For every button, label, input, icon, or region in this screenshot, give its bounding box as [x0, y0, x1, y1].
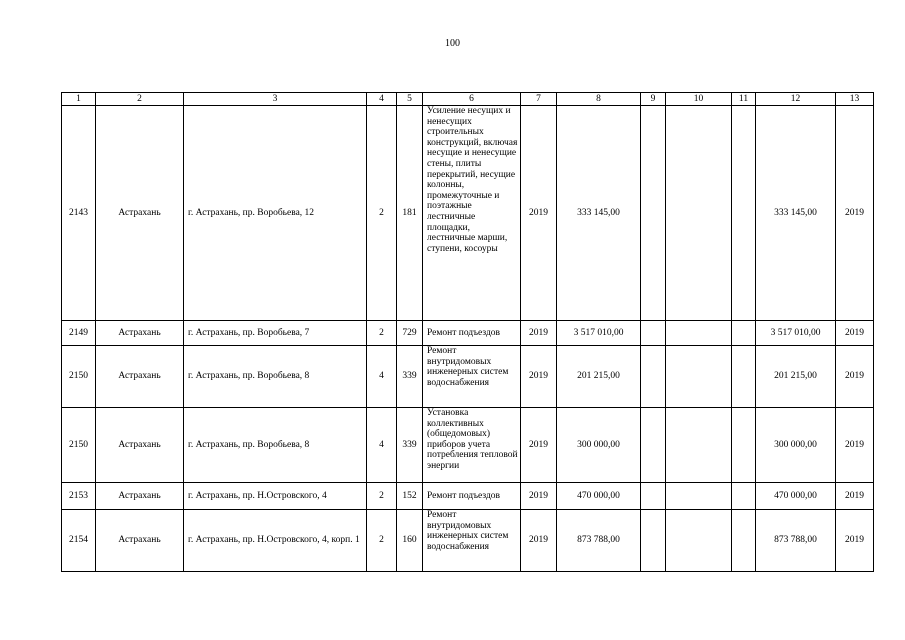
- col9-cell: [641, 408, 666, 483]
- year-end-cell: 2019: [836, 106, 874, 321]
- col9-cell: [641, 321, 666, 346]
- column-number-row: [62, 93, 874, 106]
- col5-cell: 152: [397, 483, 423, 510]
- col4-cell: 4: [367, 408, 397, 483]
- col4-cell: 2: [367, 510, 397, 572]
- row-id-cell: 2143: [62, 106, 96, 321]
- col4-cell: 4: [367, 346, 397, 408]
- address-cell: г. Астрахань, пр. Воробьева, 12: [184, 106, 367, 321]
- year-cell: 2019: [521, 483, 557, 510]
- col9-cell: [641, 346, 666, 408]
- total-cell: 3 517 010,00: [756, 321, 836, 346]
- column-header: 5: [397, 93, 423, 106]
- city-cell: Астрахань: [96, 106, 184, 321]
- amount-cell: 201 215,00: [557, 346, 641, 408]
- address-cell: г. Астрахань, пр. Воробьева, 8: [184, 408, 367, 483]
- year-cell: 2019: [521, 408, 557, 483]
- city-cell: Астрахань: [96, 510, 184, 572]
- amount-cell: 470 000,00: [557, 483, 641, 510]
- total-cell: 300 000,00: [756, 408, 836, 483]
- column-header: 4: [367, 93, 397, 106]
- address-cell: г. Астрахань, пр. Воробьева, 8: [184, 346, 367, 408]
- work-type-cell: Установка коллективных (общедомовых) приборов учета потребления тепловой энергии: [423, 408, 521, 483]
- column-header: 6: [423, 93, 521, 106]
- year-end-cell: 2019: [836, 408, 874, 483]
- col11-cell: [732, 321, 756, 346]
- year-cell: 2019: [521, 510, 557, 572]
- year-end-cell: 2019: [836, 346, 874, 408]
- page-number: 100: [445, 38, 460, 49]
- col10-cell: [666, 321, 732, 346]
- col9-cell: [641, 483, 666, 510]
- work-type-cell: Ремонт внутридомовых инженерных систем водоснабжения: [423, 346, 521, 408]
- address-cell: г. Астрахань, пр. Н.Островского, 4, корп. 1: [184, 510, 367, 572]
- col5-cell: 181: [397, 106, 423, 321]
- col10-cell: [666, 408, 732, 483]
- row-id-cell: 2150: [62, 346, 96, 408]
- amount-cell: 3 517 010,00: [557, 321, 641, 346]
- col5-cell: 339: [397, 346, 423, 408]
- column-header: 12: [756, 93, 836, 106]
- table-row: [62, 483, 874, 510]
- col5-cell: 339: [397, 408, 423, 483]
- column-header: 9: [641, 93, 666, 106]
- work-type-cell: Усиление несущих и ненесущих строительных конструкций, включая несущие и ненесущие стены, плиты перекрытий, несущие колонны, промежуточные и поэтажные лестничные площадки, лестничные марши, ступени, косоуры: [423, 106, 521, 321]
- col4-cell: 2: [367, 321, 397, 346]
- col4-cell: 2: [367, 106, 397, 321]
- city-cell: Астрахань: [96, 321, 184, 346]
- table-row: [62, 408, 874, 483]
- column-header: 8: [557, 93, 641, 106]
- year-cell: 2019: [521, 321, 557, 346]
- col5-cell: 729: [397, 321, 423, 346]
- work-type-cell: Ремонт внутридомовых инженерных систем водоснабжения: [423, 510, 521, 572]
- column-header: 2: [96, 93, 184, 106]
- total-cell: 873 788,00: [756, 510, 836, 572]
- amount-cell: 333 145,00: [557, 106, 641, 321]
- column-header: 11: [732, 93, 756, 106]
- col11-cell: [732, 346, 756, 408]
- total-cell: 333 145,00: [756, 106, 836, 321]
- col4-cell: 2: [367, 483, 397, 510]
- row-id-cell: 2149: [62, 321, 96, 346]
- address-cell: г. Астрахань, пр. Воробьева, 7: [184, 321, 367, 346]
- col9-cell: [641, 106, 666, 321]
- column-header: 13: [836, 93, 874, 106]
- col10-cell: [666, 510, 732, 572]
- col9-cell: [641, 510, 666, 572]
- amount-cell: 300 000,00: [557, 408, 641, 483]
- col10-cell: [666, 346, 732, 408]
- col11-cell: [732, 510, 756, 572]
- row-id-cell: 2154: [62, 510, 96, 572]
- col10-cell: [666, 483, 732, 510]
- year-end-cell: 2019: [836, 321, 874, 346]
- col11-cell: [732, 106, 756, 321]
- work-type-cell: Ремонт подъездов: [423, 321, 521, 346]
- year-end-cell: 2019: [836, 483, 874, 510]
- col11-cell: [732, 408, 756, 483]
- city-cell: Астрахань: [96, 483, 184, 510]
- row-id-cell: 2150: [62, 408, 96, 483]
- data-table: [61, 92, 874, 572]
- address-cell: г. Астрахань, пр. Н.Островского, 4: [184, 483, 367, 510]
- total-cell: 201 215,00: [756, 346, 836, 408]
- table-row: [62, 346, 874, 408]
- city-cell: Астрахань: [96, 408, 184, 483]
- column-header: 1: [62, 93, 96, 106]
- column-header: 7: [521, 93, 557, 106]
- table-row: [62, 510, 874, 572]
- total-cell: 470 000,00: [756, 483, 836, 510]
- work-type-cell: Ремонт подъездов: [423, 483, 521, 510]
- year-cell: 2019: [521, 106, 557, 321]
- table-row: [62, 321, 874, 346]
- year-cell: 2019: [521, 346, 557, 408]
- city-cell: Астрахань: [96, 346, 184, 408]
- column-header: 10: [666, 93, 732, 106]
- table-row: [62, 106, 874, 321]
- row-id-cell: 2153: [62, 483, 96, 510]
- amount-cell: 873 788,00: [557, 510, 641, 572]
- col10-cell: [666, 106, 732, 321]
- column-header: 3: [184, 93, 367, 106]
- year-end-cell: 2019: [836, 510, 874, 572]
- col5-cell: 160: [397, 510, 423, 572]
- col11-cell: [732, 483, 756, 510]
